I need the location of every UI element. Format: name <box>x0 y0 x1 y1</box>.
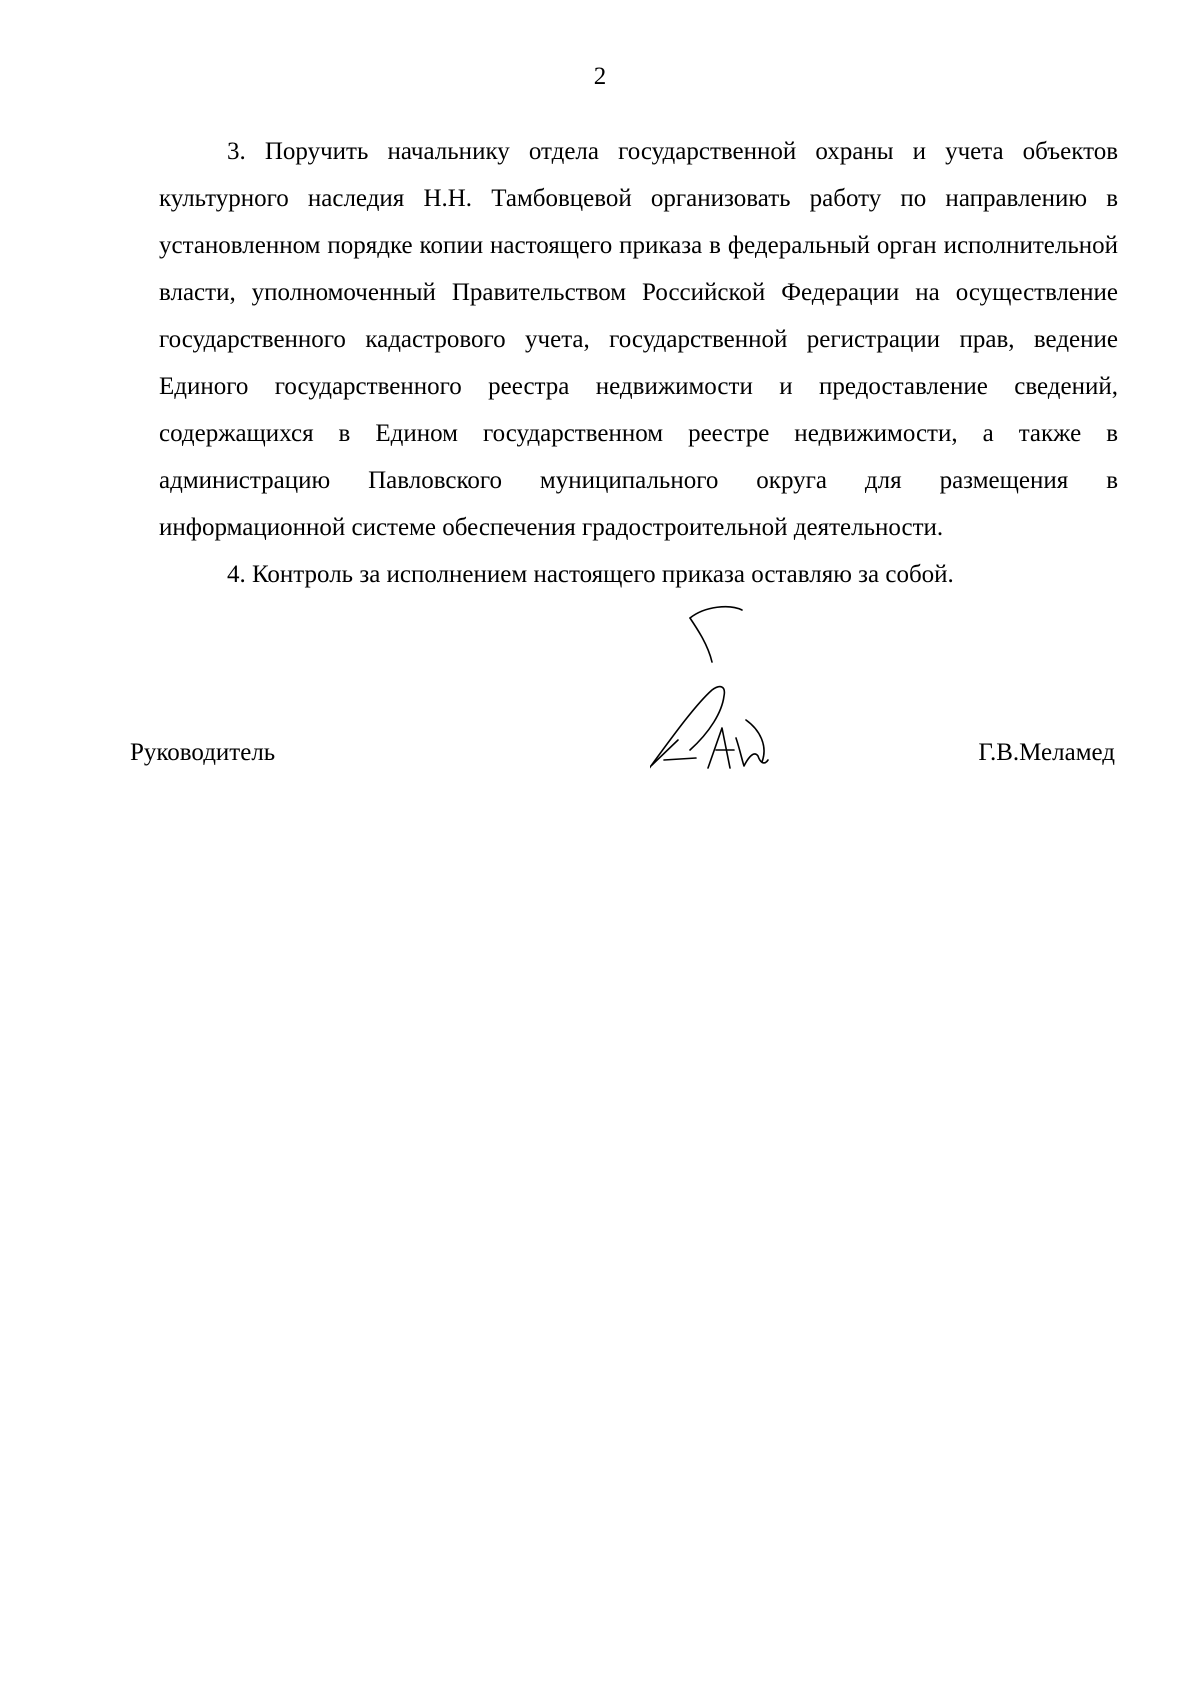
page-number: 2 <box>593 63 607 90</box>
document-body <box>159 128 1118 598</box>
paragraph-4: 4. Контроль за исполнением настоящего приказа оставляю за собой. <box>227 561 954 588</box>
signatory-title: Руководитель <box>130 739 276 766</box>
signature-block <box>130 738 1115 778</box>
signatory-name: Г.В.Меламед <box>978 739 1115 766</box>
paragraph-3: 3. Поручить начальнику отдела государственной охраны и учета объектов культурного наследия Н.Н. Тамбовцевой организовать работу по направлению в установленном порядке копии настоящего приказа в федеральный орган исполнительной власти, уполномоченный Правительством Российской Федерации на осуществление государственного кадастрового учета, государственной регистрации прав, ведение Единого государственного реестра недвижимости и предоставление сведений, содержащихся в Едином государственном реестре недвижимости, а также в администрацию Павловского муниципального округа для размещения в информационной системе обеспечения градостроительной деятельности. <box>159 138 1118 541</box>
